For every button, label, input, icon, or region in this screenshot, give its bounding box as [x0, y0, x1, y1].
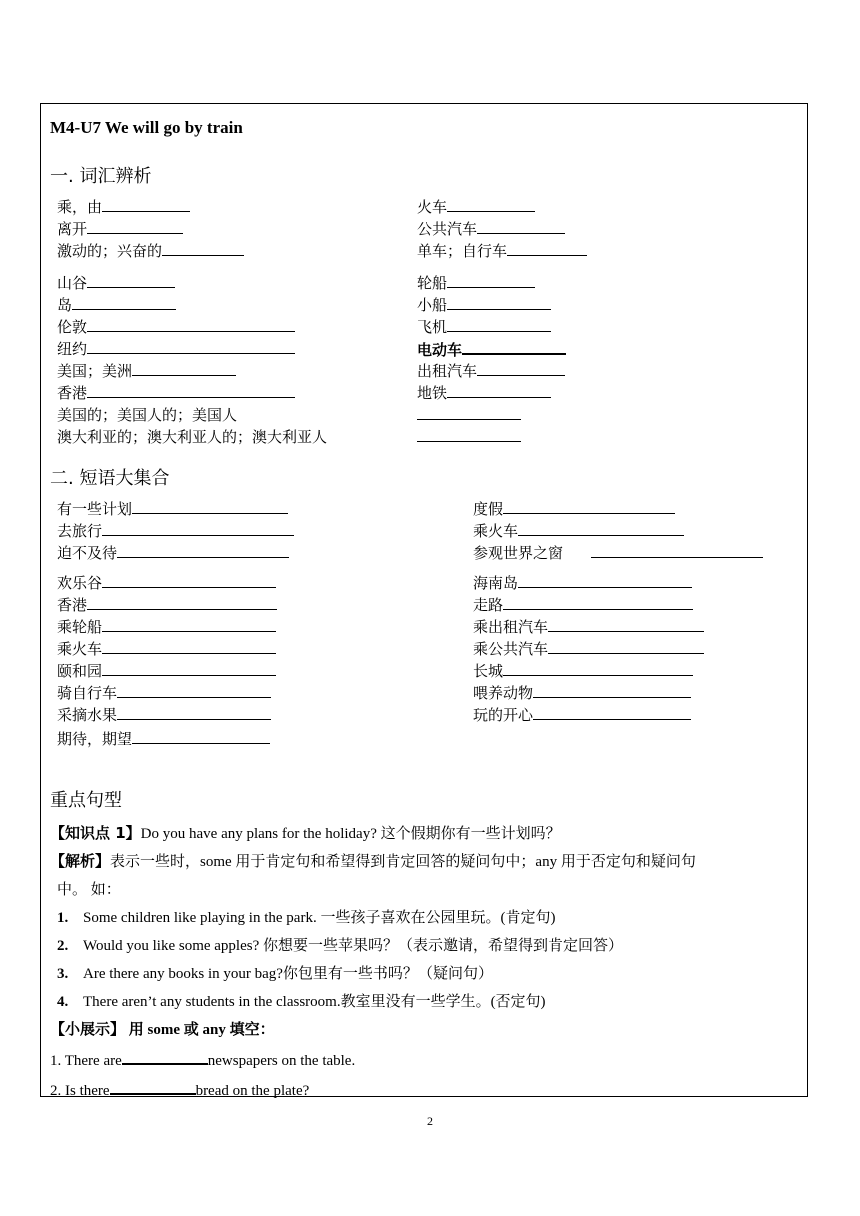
answer-blank[interactable]	[447, 196, 535, 212]
vocab-row	[473, 638, 704, 660]
vocab-row	[57, 382, 295, 404]
answer-blank[interactable]	[132, 498, 288, 514]
vocab-row	[57, 360, 236, 382]
analysis-line	[50, 850, 696, 871]
row-label: 纽约	[57, 340, 88, 358]
vocab-row	[417, 404, 521, 426]
answer-blank[interactable]	[72, 294, 176, 310]
vocab-row	[473, 594, 693, 616]
answer-blank[interactable]	[477, 218, 565, 234]
answer-blank[interactable]	[518, 520, 684, 536]
vocab-row	[473, 660, 693, 682]
row-label: 参观世界之窗	[473, 544, 564, 562]
exercise-item	[50, 1048, 355, 1070]
answer-blank[interactable]	[132, 728, 270, 744]
vocab-row	[473, 542, 763, 564]
row-label: 离开	[57, 220, 88, 238]
answer-blank[interactable]	[87, 338, 295, 354]
vocab-row	[473, 520, 684, 542]
mini-show-line	[50, 1018, 275, 1039]
row-label: 轮船	[417, 274, 448, 292]
answer-blank[interactable]	[447, 382, 551, 398]
answer-blank[interactable]	[417, 426, 521, 442]
row-label: 美国；美洲	[57, 362, 133, 380]
answer-blank[interactable]	[503, 498, 675, 514]
vocab-row	[417, 218, 565, 240]
answer-blank[interactable]	[591, 542, 763, 558]
page-number: 2	[427, 1114, 433, 1128]
vocab-row	[57, 660, 276, 682]
row-label: 伦敦	[57, 318, 88, 336]
answer-blank[interactable]	[462, 338, 566, 355]
example-number: 2.	[57, 938, 69, 954]
knowledge-point-tag: 【知识点 1】	[50, 824, 141, 842]
answer-blank[interactable]	[87, 272, 175, 288]
exercise-item	[50, 1078, 309, 1100]
vocab-row	[57, 294, 176, 316]
row-label: 迫不及待	[57, 544, 118, 562]
vocab-row	[473, 616, 704, 638]
row-label: 去旅行	[57, 522, 103, 540]
example-number: 3.	[57, 966, 69, 982]
vocab-row	[417, 272, 535, 294]
row-label: 期待，期望	[57, 730, 133, 748]
example-item	[57, 990, 546, 1011]
row-label: 骑自行车	[57, 684, 118, 702]
answer-blank[interactable]	[132, 360, 236, 376]
row-label: 乘轮船	[57, 618, 103, 636]
row-label: 香港	[57, 596, 88, 614]
exercise-post: bread on the plate?	[195, 1083, 310, 1099]
vocab-row	[57, 704, 271, 726]
answer-blank[interactable]	[102, 520, 294, 536]
vocab-row	[417, 360, 565, 382]
row-label: 乘公共汽车	[473, 640, 549, 658]
row-label: 飞机	[417, 318, 448, 336]
vocab-row	[473, 704, 691, 726]
example-text: Some children like playing in the park. 一些孩子喜欢在公园里玩。(肯定句)	[83, 910, 556, 926]
section2-heading: 二. 短语大集合	[50, 468, 170, 489]
section1-heading: 一. 词汇辨析	[50, 166, 152, 187]
vocab-row	[57, 498, 288, 520]
page-title: M4-U7 We will go by train	[50, 118, 243, 137]
row-label: 颐和园	[57, 662, 103, 680]
vocab-row	[57, 594, 277, 616]
worksheet-frame	[40, 103, 808, 1097]
row-label: 火车	[417, 198, 448, 216]
row-label: 有一些计划	[57, 500, 133, 518]
row-label: 长城	[473, 662, 504, 680]
vocab-row	[57, 542, 289, 564]
row-label: 乘出租汽车	[473, 618, 549, 636]
answer-blank[interactable]	[548, 638, 704, 654]
knowledge-point-1	[50, 822, 561, 843]
row-label: 山谷	[57, 274, 88, 292]
vocab-row	[417, 382, 551, 404]
row-label: 欢乐谷	[57, 574, 103, 592]
row-label: 地铁	[417, 384, 448, 402]
vocab-row	[57, 240, 244, 262]
row-label: 激动的；兴奋的	[57, 242, 163, 260]
row-label: 海南岛	[473, 574, 519, 592]
example-item	[57, 962, 493, 983]
section3-heading: 重点句型	[50, 790, 122, 811]
knowledge-point-text: Do you have any plans for the holiday? 这个假期你有一些计划吗？	[140, 826, 561, 842]
row-label: 采摘水果	[57, 706, 118, 724]
row-label: 喂养动物	[473, 684, 534, 702]
answer-blank[interactable]	[87, 382, 295, 398]
row-label: 香港	[57, 384, 88, 402]
vocab-row	[57, 728, 270, 750]
exercise-pre: 2. Is there	[50, 1083, 110, 1099]
exercise-pre: 1. There are	[50, 1053, 122, 1069]
vocab-row	[57, 338, 295, 360]
vocab-row	[57, 520, 294, 542]
vocab-row	[57, 218, 183, 240]
answer-blank[interactable]	[503, 594, 693, 610]
answer-blank[interactable]	[447, 272, 535, 288]
exercise-post: newspapers on the table.	[207, 1053, 356, 1069]
vocab-row	[57, 196, 190, 218]
vocab-row	[473, 572, 692, 594]
row-label: 出租汽车	[417, 362, 478, 380]
analysis-text: 表示一些时，some 用于肯定句和希望得到肯定回答的疑问句中；any 用于否定句和疑问句	[110, 854, 696, 870]
answer-blank[interactable]	[447, 294, 551, 310]
vocab-row	[417, 196, 535, 218]
vocab-row	[57, 426, 327, 448]
example-item	[57, 934, 623, 955]
row-label: 小船	[417, 296, 448, 314]
analysis-tag: 【解析】	[50, 852, 111, 870]
answer-blank[interactable]	[533, 682, 691, 698]
answer-blank[interactable]	[447, 316, 551, 332]
row-label: 乘火车	[57, 640, 103, 658]
exercise-blank[interactable]	[110, 1078, 196, 1095]
vocab-row	[417, 426, 521, 448]
answer-blank[interactable]	[87, 218, 183, 234]
row-label: 单车；自行车	[417, 242, 508, 260]
vocab-row	[417, 338, 566, 361]
row-label: 澳大利亚的；澳大利亚人的；澳大利亚人	[57, 428, 328, 446]
row-label: 岛	[57, 296, 73, 314]
answer-blank[interactable]	[518, 572, 692, 588]
answer-blank[interactable]	[87, 316, 295, 332]
answer-blank[interactable]	[117, 542, 289, 558]
vocab-row	[57, 316, 295, 338]
mini-show-text: 用 some 或 any 填空：	[125, 1022, 275, 1038]
answer-blank[interactable]	[102, 660, 276, 676]
vocab-row	[57, 572, 276, 594]
example-text: There aren’t any students in the classroom.教室里没有一些学生。(否定句)	[83, 994, 546, 1010]
vocab-row	[57, 682, 271, 704]
mini-show-tag: 【小展示】	[50, 1020, 126, 1038]
vocab-row	[57, 272, 175, 294]
answer-blank[interactable]	[117, 704, 271, 720]
row-label: 乘火车	[473, 522, 519, 540]
example-text: Are there any books in your bag?你包里有一些书吗？（疑问句）	[83, 966, 493, 982]
row-label: 走路	[473, 596, 504, 614]
vocab-row	[417, 316, 551, 338]
row-label: 电动车	[417, 341, 463, 359]
answer-blank[interactable]	[102, 638, 276, 654]
answer-blank[interactable]	[503, 660, 693, 676]
exercise-blank[interactable]	[122, 1048, 208, 1065]
vocab-row	[57, 616, 276, 638]
example-text: Would you like some apples? 你想要一些苹果吗？（表示邀请，希望得到肯定回答）	[83, 938, 624, 954]
row-label: 乘，由	[57, 198, 103, 216]
vocab-row	[57, 638, 276, 660]
vocab-row	[473, 498, 675, 520]
example-item	[57, 906, 555, 927]
row-label: 度假	[473, 500, 504, 518]
example-number: 4.	[57, 994, 69, 1010]
row-label: 玩的开心	[473, 706, 534, 724]
vocab-row	[417, 294, 551, 316]
answer-blank[interactable]	[477, 360, 565, 376]
row-label: 美国的；美国人的；美国人	[57, 406, 238, 424]
answer-blank[interactable]	[162, 240, 244, 256]
row-label: 公共汽车	[417, 220, 478, 238]
answer-blank[interactable]	[507, 240, 587, 256]
vocab-row	[57, 404, 237, 426]
answer-blank[interactable]	[102, 196, 190, 212]
answer-blank[interactable]	[87, 594, 277, 610]
vocab-row	[473, 682, 691, 704]
answer-blank[interactable]	[417, 404, 521, 420]
analysis-line-2: 中。 如：	[57, 882, 121, 898]
answer-blank[interactable]	[102, 572, 276, 588]
answer-blank[interactable]	[102, 616, 276, 632]
example-number: 1.	[57, 910, 69, 926]
vocab-row	[417, 240, 587, 262]
answer-blank[interactable]	[533, 704, 691, 720]
answer-blank[interactable]	[117, 682, 271, 698]
answer-blank[interactable]	[548, 616, 704, 632]
